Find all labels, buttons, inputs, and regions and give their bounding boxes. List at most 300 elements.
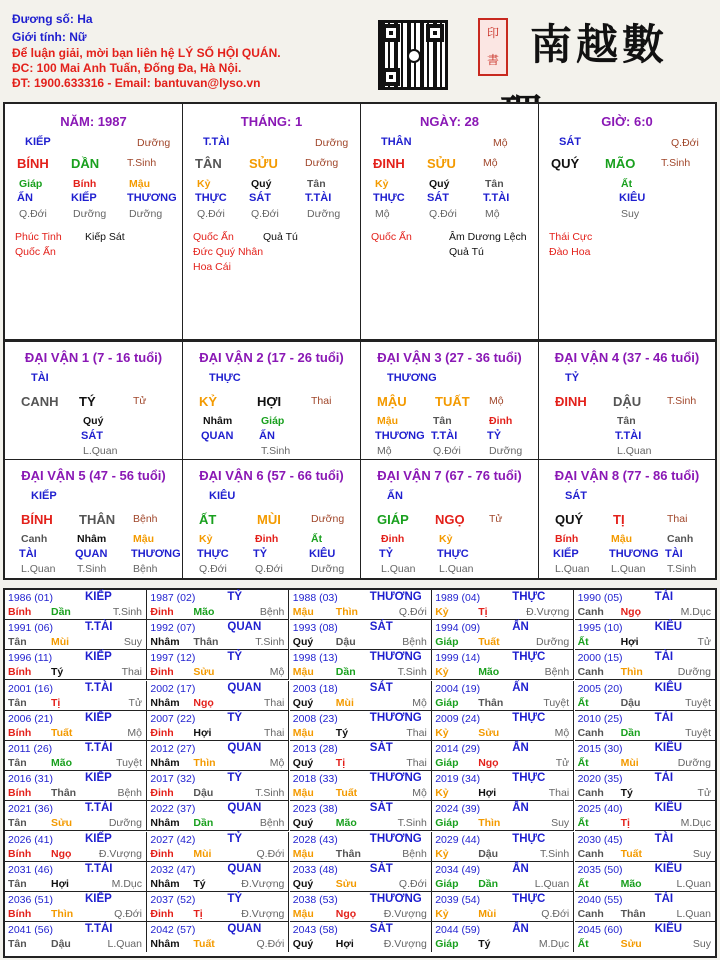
heavenly-stem: ĐINH xyxy=(373,156,405,171)
year-cell[interactable] xyxy=(432,892,574,922)
year-stem: Kỷ xyxy=(435,606,449,618)
year-label: 2026 (41) xyxy=(8,833,53,846)
year-cell[interactable] xyxy=(575,862,715,892)
year-ten-god: TÀI xyxy=(654,772,674,785)
year-branch: Sửu xyxy=(620,938,642,951)
year-label: 2032 (47) xyxy=(150,863,196,876)
year-label: 1995 (10) xyxy=(577,622,623,635)
year-state: Thai xyxy=(406,757,427,769)
year-cell[interactable] xyxy=(290,862,432,892)
year-branch: Ngọ xyxy=(620,606,642,618)
dai-van-hidden-stem: Nhâm xyxy=(77,533,107,545)
year-cell[interactable] xyxy=(147,711,289,741)
year-ten-god: THỰC xyxy=(512,893,546,905)
dai-van-hidden-god: T.TÀI xyxy=(431,430,458,442)
year-label: 2037 (52) xyxy=(150,894,196,906)
year-label: 2044 (59) xyxy=(435,924,481,937)
year-cell[interactable] xyxy=(5,620,147,650)
year-stem: Nhâm xyxy=(150,938,180,951)
hidden-stem: Ất xyxy=(621,178,633,190)
year-stem: Mậu xyxy=(292,908,314,920)
year-cell[interactable] xyxy=(290,650,432,680)
year-stem: Quý xyxy=(292,938,314,951)
year-cell[interactable] xyxy=(575,681,715,711)
year-state: Suy xyxy=(692,938,711,951)
year-branch: Ngọ xyxy=(193,696,214,709)
dai-van-title: ĐẠI VẬN 6 (57 - 66 tuổi) xyxy=(199,468,344,483)
year-label: 2025 (40) xyxy=(577,803,623,816)
year-label: 2000 (15) xyxy=(577,652,623,665)
dai-van-ten-god: KIÊU xyxy=(209,490,236,502)
year-branch: Mùi xyxy=(335,696,354,709)
year-stem: Đinh xyxy=(150,666,174,679)
year-ten-god: KIÊU xyxy=(654,802,683,815)
year-ten-god: THỰC xyxy=(512,711,546,724)
hidden-state: Dưỡng xyxy=(73,208,107,220)
dai-van-hidden-stem: Mậu xyxy=(611,533,632,545)
year-state: Mộ xyxy=(127,726,142,739)
dai-van-title: ĐẠI VẬN 2 (17 - 26 tuổi) xyxy=(199,350,344,365)
dai-van-stem: MẬU xyxy=(377,394,407,409)
year-stem: Nhâm xyxy=(150,817,180,830)
year-stem: Giáp xyxy=(435,757,459,769)
year-branch: Tuất xyxy=(51,726,73,739)
year-ten-god: TÀI xyxy=(654,651,674,664)
dai-van-cell[interactable] xyxy=(5,460,183,578)
year-cell[interactable] xyxy=(432,771,574,801)
year-ten-god: T.TÀI xyxy=(85,802,113,815)
year-ten-god: THƯƠNG xyxy=(369,711,422,724)
year-cell[interactable] xyxy=(5,922,147,952)
dai-van-state: T.Sinh xyxy=(667,395,697,407)
year-label: 2045 (60) xyxy=(577,924,623,937)
dai-van-stem: GIÁP xyxy=(377,512,409,527)
year-branch: Tuất xyxy=(620,847,642,860)
year-label: 2018 (33) xyxy=(292,773,338,786)
hidden-ten-god: T.TÀI xyxy=(305,192,332,204)
year-cell[interactable] xyxy=(147,650,289,680)
heavenly-stem: TÂN xyxy=(195,156,222,171)
star-left: Quốc Ấn xyxy=(15,246,56,258)
year-ten-god: T.TÀI xyxy=(85,681,113,694)
year-label: 2033 (48) xyxy=(292,863,338,876)
year-cell[interactable] xyxy=(5,590,147,620)
year-ten-god: T.TÀI xyxy=(85,862,113,875)
dai-van-stem: ĐINH xyxy=(555,394,587,409)
year-state: Đ.Vượng xyxy=(241,908,285,920)
year-branch: Tý xyxy=(51,666,64,679)
dai-van-hidden-state: T.Sinh xyxy=(261,445,291,457)
year-cell[interactable] xyxy=(147,771,289,801)
year-cell[interactable] xyxy=(432,620,574,650)
year-stem: Tân xyxy=(8,817,27,830)
dai-van-cell[interactable] xyxy=(5,342,183,460)
year-label: 2002 (17) xyxy=(150,682,196,695)
year-cell[interactable] xyxy=(575,771,715,801)
year-branch: Thìn xyxy=(51,908,74,920)
year-branch: Tị xyxy=(193,908,203,920)
year-ten-god: THƯƠNG xyxy=(369,772,422,785)
pillar-state: Q.Đới xyxy=(671,137,699,149)
year-ten-god: THƯƠNG xyxy=(369,832,422,845)
dai-van-hidden-state: Q.Đới xyxy=(199,563,227,575)
year-stem: Canh xyxy=(577,908,604,920)
year-branch: Mão xyxy=(193,606,215,618)
branch-state: Mộ xyxy=(483,157,498,169)
dai-van-state: Bệnh xyxy=(133,513,158,525)
year-state: Dưỡng xyxy=(677,666,711,679)
dai-van-branch: TỊ xyxy=(613,512,625,527)
year-ten-god: TÀI xyxy=(654,711,674,724)
year-branch: Tị xyxy=(51,696,61,709)
hidden-ten-god: T.TÀI xyxy=(483,192,510,204)
year-stem: Quý xyxy=(292,757,314,769)
year-branch: Dần xyxy=(193,817,214,830)
hidden-state: Q.Đới xyxy=(197,208,225,220)
year-cell[interactable] xyxy=(5,711,147,741)
year-state: T.Sinh xyxy=(397,666,427,679)
year-stem: Kỷ xyxy=(435,787,449,800)
earthly-branch: SỬU xyxy=(427,156,456,171)
year-state: Q.Đới xyxy=(398,877,427,890)
year-ten-god: THỰC xyxy=(512,832,546,845)
year-branch: Dần xyxy=(620,726,641,739)
year-cell[interactable] xyxy=(432,862,574,892)
year-branch: Tị xyxy=(620,817,630,830)
earthly-branch: DẦN xyxy=(71,156,100,171)
year-stem: Kỷ xyxy=(435,726,449,739)
year-state: L.Quan xyxy=(534,877,570,890)
year-label: 2015 (30) xyxy=(577,743,623,755)
dai-van-title: ĐẠI VẬN 8 (77 - 86 tuổi) xyxy=(554,468,700,483)
year-branch: Thân xyxy=(193,636,219,649)
year-stem: Nhâm xyxy=(150,636,180,649)
year-state: Mộ xyxy=(554,726,570,739)
dai-van-cell[interactable] xyxy=(183,460,361,578)
year-cell[interactable] xyxy=(575,590,715,620)
year-cell[interactable] xyxy=(575,892,715,922)
year-stem: Giáp xyxy=(435,877,459,890)
year-cell[interactable] xyxy=(147,832,289,862)
pillar-state: Dưỡng xyxy=(315,137,349,149)
year-branch: Tý xyxy=(335,726,349,739)
year-state: Mộ xyxy=(412,696,427,709)
year-label: 2036 (51) xyxy=(8,894,53,906)
dai-van-hidden-god: ẤN xyxy=(259,430,275,442)
year-state: T.Sinh xyxy=(255,787,285,800)
year-branch: Tị xyxy=(335,757,346,769)
dai-van-title: ĐẠI VẬN 5 (47 - 56 tuổi) xyxy=(21,468,166,483)
dai-van-hidden-stem: Ất xyxy=(311,533,323,545)
year-state: M.Dục xyxy=(538,938,570,951)
year-cell[interactable] xyxy=(147,620,289,650)
year-ten-god: QUAN xyxy=(227,923,262,936)
dai-van-ten-god: SÁT xyxy=(565,490,587,502)
dai-van-hidden-state: Dưỡng xyxy=(311,563,345,575)
dai-van-hidden-state: T.Sinh xyxy=(667,563,697,575)
dai-van-branch: HỢI xyxy=(257,394,282,409)
brand-logo: 南越數 xyxy=(530,20,669,69)
year-stem: Đinh xyxy=(150,908,174,920)
dai-van-stem: BÍNH xyxy=(21,512,53,527)
year-cell[interactable] xyxy=(5,801,147,831)
year-label: 2013 (28) xyxy=(292,743,338,755)
year-cell[interactable] xyxy=(432,832,574,862)
year-stem: Giáp xyxy=(435,636,459,649)
dai-van-branch: NGỌ xyxy=(435,512,465,527)
dai-van-hidden-state: T.Sinh xyxy=(77,563,107,575)
star-left: Hoa Cái xyxy=(193,261,231,273)
ten-god: SÁT xyxy=(559,136,581,148)
phone-line[interactable]: ĐT: 1900.633316 - Email: bantuvan@lyso.vn xyxy=(12,76,261,90)
hidden-ten-god: ẤN xyxy=(17,192,33,204)
year-cell[interactable] xyxy=(575,801,715,831)
year-cell[interactable] xyxy=(5,771,147,801)
dai-van-hidden-stem: Canh xyxy=(21,533,48,545)
year-label: 2021 (36) xyxy=(8,803,53,816)
year-cell[interactable] xyxy=(575,620,715,650)
year-branch: Thìn xyxy=(193,757,216,769)
year-cell[interactable] xyxy=(290,832,432,862)
year-branch: Thân xyxy=(478,696,504,709)
year-branch: Sửu xyxy=(478,726,500,739)
year-cell[interactable] xyxy=(5,681,147,711)
dai-van-hidden-god: THỰC xyxy=(437,548,469,560)
dai-van-ten-god: KIẾP xyxy=(31,490,57,502)
dai-van-hidden-stem: Đinh xyxy=(489,415,513,427)
year-label: 2041 (56) xyxy=(8,924,53,937)
year-cell[interactable] xyxy=(290,922,432,952)
year-stem: Canh xyxy=(577,787,604,800)
dai-van-stem: ẤT xyxy=(199,512,217,527)
year-cell[interactable] xyxy=(290,801,432,831)
year-stem: Quý xyxy=(292,817,314,830)
year-stem: Giáp xyxy=(435,817,459,830)
year-state: Bệnh xyxy=(259,817,285,830)
year-cell[interactable] xyxy=(147,862,289,892)
hidden-stem: Tân xyxy=(485,178,504,190)
dai-van-stem: QUÝ xyxy=(555,512,584,527)
star-right: Quả Tú xyxy=(263,231,298,243)
year-ten-god: QUAN xyxy=(227,621,262,634)
year-branch: Tuất xyxy=(478,636,500,649)
year-label: 2001 (16) xyxy=(8,682,53,695)
year-cell[interactable] xyxy=(432,922,574,952)
year-state: Đ.Vượng xyxy=(526,606,570,618)
hidden-state: Q.Đới xyxy=(251,208,279,220)
year-stem: Tân xyxy=(8,636,27,649)
year-ten-god: KIÊU xyxy=(654,621,683,634)
year-cell[interactable] xyxy=(432,741,574,771)
year-ten-god: THỰC xyxy=(512,651,546,664)
star-left: Phúc Tinh xyxy=(15,231,62,243)
year-branch: Dần xyxy=(51,606,71,618)
year-cell[interactable] xyxy=(147,801,289,831)
dai-van-cell[interactable] xyxy=(361,460,539,578)
year-ten-god: KIÊU xyxy=(654,862,683,875)
year-state: Q.Đới xyxy=(398,606,427,618)
year-label: 2042 (57) xyxy=(150,924,196,937)
year-ten-god: ẤN xyxy=(512,862,529,875)
year-cell[interactable] xyxy=(5,862,147,892)
dai-van-hidden-god: TỶ xyxy=(253,548,268,560)
year-branch: Dần xyxy=(478,877,499,890)
year-label: 2005 (20) xyxy=(577,682,623,695)
year-state: Bệnh xyxy=(402,847,427,860)
year-state: Mộ xyxy=(412,787,427,800)
year-branch: Ngọ xyxy=(478,757,499,769)
year-cell[interactable] xyxy=(290,741,432,771)
year-label: 2034 (49) xyxy=(435,863,481,876)
year-label: 2012 (27) xyxy=(150,743,196,755)
year-state: L.Quan xyxy=(107,938,142,951)
year-stem: Canh xyxy=(577,666,604,679)
year-cell[interactable] xyxy=(432,801,574,831)
dai-van-hidden-state: L.Quan xyxy=(83,445,118,457)
year-cell[interactable] xyxy=(432,650,574,680)
star-left: Quốc Ấn xyxy=(371,231,412,243)
hidden-state: Q.Đới xyxy=(19,208,47,220)
year-label: 2029 (44) xyxy=(435,833,481,846)
year-cell[interactable] xyxy=(290,711,432,741)
dai-van-hidden-god: KIẾP xyxy=(553,548,579,560)
year-cell[interactable] xyxy=(147,892,289,922)
year-stem: Bính xyxy=(8,666,32,679)
year-cell[interactable] xyxy=(5,832,147,862)
dai-van-cell[interactable] xyxy=(539,342,715,460)
dai-van-branch: MÙI xyxy=(257,512,281,527)
year-stem: Đinh xyxy=(150,847,174,860)
dai-van-branch: THÂN xyxy=(79,512,116,527)
year-label: 1992 (07) xyxy=(150,622,196,635)
year-stem: Bính xyxy=(8,908,32,920)
dai-van-grid xyxy=(3,342,717,580)
year-label: 1998 (13) xyxy=(292,652,338,665)
year-label: 1993 (08) xyxy=(292,622,338,635)
year-cell[interactable] xyxy=(5,741,147,771)
dai-van-hidden-god: THƯƠNG xyxy=(131,548,181,560)
year-cell[interactable] xyxy=(290,620,432,650)
year-branch: Dậu xyxy=(620,696,641,709)
qr-code-icon[interactable] xyxy=(378,20,448,90)
dai-van-hidden-state: L.Quan xyxy=(381,563,416,575)
dai-van-hidden-stem: Kỷ xyxy=(199,533,213,545)
star-right: Âm Dương Lệch xyxy=(449,231,527,243)
pillar-state: Dưỡng xyxy=(137,137,171,149)
year-stem: Ất xyxy=(577,757,589,769)
star-right: Kiếp Sát xyxy=(85,231,125,243)
year-label: 1999 (14) xyxy=(435,652,481,665)
year-cell[interactable] xyxy=(432,590,574,620)
year-ten-god: THƯƠNG xyxy=(369,893,422,905)
year-state: Tử xyxy=(128,696,142,709)
year-cell[interactable] xyxy=(147,590,289,620)
year-branch: Mão xyxy=(478,666,500,679)
year-label: 1997 (12) xyxy=(150,652,196,665)
year-cell[interactable] xyxy=(147,741,289,771)
year-ten-god: QUAN xyxy=(227,802,262,815)
year-stem: Mậu xyxy=(292,666,314,679)
year-ten-god: KIÊU xyxy=(654,923,683,936)
year-cell[interactable] xyxy=(5,892,147,922)
year-cell[interactable] xyxy=(5,650,147,680)
year-stem: Canh xyxy=(577,606,604,618)
year-state: L.Quan xyxy=(676,877,711,890)
year-label: 2020 (35) xyxy=(577,773,623,786)
year-ten-god: SÁT xyxy=(369,862,393,875)
year-ten-god: THƯƠNG xyxy=(369,651,422,664)
year-branch: Mùi xyxy=(478,908,497,920)
year-stem: Tân xyxy=(8,877,27,890)
year-cell[interactable] xyxy=(575,711,715,741)
hidden-ten-god: SÁT xyxy=(249,192,271,204)
year-cell[interactable] xyxy=(432,711,574,741)
year-label: 2038 (53) xyxy=(292,894,338,906)
year-stem: Tân xyxy=(8,757,27,769)
dai-van-cell[interactable] xyxy=(539,460,715,578)
year-ten-god: TÀI xyxy=(654,832,674,845)
year-label: 2040 (55) xyxy=(577,894,623,906)
year-ten-god: KIẾP xyxy=(85,832,112,845)
dai-van-state: Tử xyxy=(133,395,147,407)
star-left: Quốc Ấn xyxy=(193,231,234,243)
dai-van-hidden-god: QUAN xyxy=(75,548,108,560)
year-cell[interactable] xyxy=(147,681,289,711)
year-cell[interactable] xyxy=(575,650,715,680)
year-stem: Bính xyxy=(8,606,32,618)
year-cell[interactable] xyxy=(290,681,432,711)
year-state: M.Dục xyxy=(680,606,711,618)
dai-van-title: ĐẠI VẬN 3 (27 - 36 tuổi) xyxy=(377,350,522,365)
hidden-stem: Bính xyxy=(73,178,97,190)
dai-van-cell[interactable] xyxy=(183,342,361,460)
year-state: L.Quan xyxy=(676,908,711,920)
year-stem: Ất xyxy=(577,938,589,951)
year-cell[interactable] xyxy=(432,681,574,711)
year-branch: Thìn xyxy=(335,606,358,618)
dai-van-hidden-stem: Giáp xyxy=(261,415,285,427)
dai-van-cell[interactable] xyxy=(361,342,539,460)
year-cell[interactable] xyxy=(575,741,715,771)
dai-van-ten-god: TÀI xyxy=(31,372,49,384)
branch-state: T.Sinh xyxy=(661,157,691,169)
seal-char: 印 xyxy=(486,26,499,40)
year-branch: Hợi xyxy=(335,938,354,951)
year-cell[interactable] xyxy=(575,832,715,862)
year-ten-god: T.TÀI xyxy=(85,621,113,634)
year-cell[interactable] xyxy=(290,771,432,801)
header xyxy=(0,0,720,100)
dai-van-hidden-stem: Kỷ xyxy=(439,533,453,545)
year-stem: Kỷ xyxy=(435,847,449,860)
pillar-cell xyxy=(539,104,715,340)
year-cell[interactable] xyxy=(290,590,432,620)
year-state: T.Sinh xyxy=(397,817,427,830)
year-table xyxy=(3,588,717,958)
year-state: Tuyệt xyxy=(543,696,570,709)
year-label: 2008 (23) xyxy=(292,712,338,725)
year-state: Thai xyxy=(406,726,427,739)
year-stem: Canh xyxy=(577,847,604,860)
year-stem: Giáp xyxy=(435,938,459,951)
earthly-branch: MÃO xyxy=(605,156,636,171)
year-state: Thai xyxy=(263,726,285,739)
year-cell[interactable] xyxy=(575,922,715,952)
year-ten-god: ẤN xyxy=(512,923,529,936)
year-label: 1986 (01) xyxy=(8,592,53,604)
year-cell[interactable] xyxy=(147,922,289,952)
year-cell[interactable] xyxy=(290,892,432,922)
